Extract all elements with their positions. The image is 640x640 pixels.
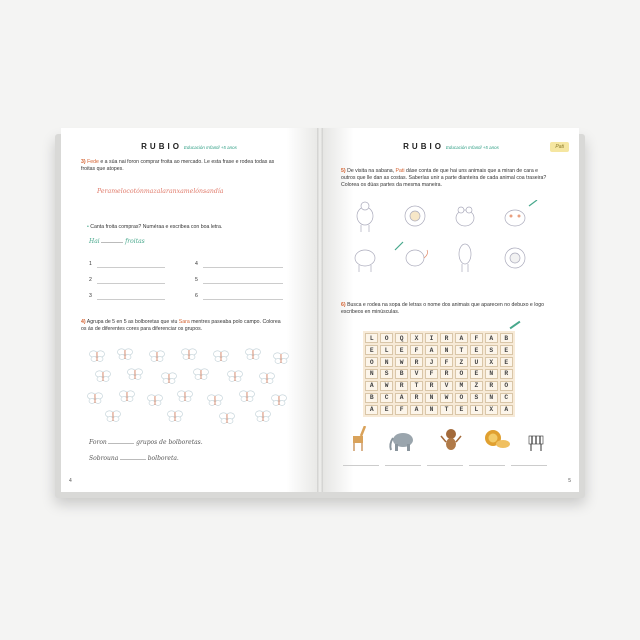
groups-answer: Foron grupos de bolboretas. [89,439,203,446]
word-search-cell: S [485,345,498,355]
word-search-cell: R [440,333,453,343]
answer-line [511,465,547,466]
fruit-question: • Canta froita compras? Numéraa e escribea con boa letra. [87,224,223,230]
word-search-cell: Z [455,357,468,367]
word-search-cell: X [410,333,423,343]
word-search-cell: B [395,369,408,379]
word-search-cell: T [440,405,453,415]
word-search-cell: M [455,381,468,391]
elephant-icon [390,433,413,451]
open-book [55,128,585,498]
page-number-right: 5 [568,478,571,484]
left-page [61,128,317,492]
character-name: Sara [178,319,190,325]
lion-icon [485,430,510,448]
word-search-cell: T [410,381,423,391]
word-search-cell: A [410,405,423,415]
answer-line [385,465,421,466]
word-search-cell: E [500,345,513,355]
number-3: 3 [89,293,92,299]
animals-row [343,426,563,456]
word-search-cell: A [500,405,513,415]
animal-front-4 [505,210,525,226]
word-search-cell: F [470,333,483,343]
word-search-cell: B [500,333,513,343]
word-search-cell: C [500,393,513,403]
exercise-3-text [81,159,281,173]
word-search-cell: R [410,357,423,367]
word-search-cell: E [455,405,468,415]
word-search-cell: O [455,369,468,379]
word-search-cell: R [485,381,498,391]
animal-back-3 [459,244,471,272]
word-search-cell: W [395,357,408,367]
animal-back-4 [505,248,525,268]
cursive-sentence: Peramelocotónmazalaranxamelónsandía [97,188,224,195]
word-search-cell: F [440,357,453,367]
brand-title: RUBIO [141,142,182,151]
answer-line [343,465,379,466]
word-search-cell: E [365,345,378,355]
word-search-cell: E [395,345,408,355]
word-search-cell: Q [395,333,408,343]
word-search-cell: L [470,405,483,415]
word-search-cell: W [380,381,393,391]
word-search-cell: A [365,405,378,415]
word-search-cell: N [485,369,498,379]
word-search-cell: U [470,357,483,367]
leftover-answer: Sobrouna bolboreta. [89,455,179,462]
word-search-cell: X [485,357,498,367]
number-4: 4 [195,261,198,267]
word-search-cell: N [425,405,438,415]
word-search-cell: W [440,393,453,403]
word-search-cell: A [455,333,468,343]
zebra-icon [529,436,543,451]
exercise-number: 3) [81,159,86,165]
word-search-cell: N [380,357,393,367]
number-6: 6 [195,293,198,299]
number-5: 5 [195,277,198,283]
word-search-cell: S [380,369,393,379]
word-search-grid [363,331,515,417]
word-search-cell: A [425,345,438,355]
word-search-cell: R [440,369,453,379]
word-search-cell: B [365,393,378,403]
left-header [61,142,317,151]
page-number-left: 4 [69,478,72,484]
answer-line [427,465,463,466]
character-name: Fede [87,159,99,165]
word-search-cell: Z [470,381,483,391]
animal-front-2 [405,206,425,226]
right-header [323,142,579,151]
word-search-cell: N [485,393,498,403]
exercise-4-text: 4) Agrupa de 5 en 5 as bolboretas que viu Sara mentres paseaba polo campo. Colorea os ás de diferentes cores para diferenciar os grupos. [81,319,281,332]
word-search-cell: F [425,369,438,379]
brand-title: RUBIO [403,142,444,151]
word-search-cell: X [485,405,498,415]
butterflies-illustration [85,346,295,426]
word-search-cell: R [410,393,423,403]
word-search-cell: O [500,381,513,391]
word-search-cell: E [470,369,483,379]
word-search-cell: A [395,393,408,403]
character-badge: Pati [550,142,569,152]
character-name: Pati [395,168,405,174]
word-search-cell: A [365,381,378,391]
word-search-cell: L [380,345,393,355]
brand-subtitle: Educación Infantil +5 anos [183,145,237,150]
word-search-cell: O [380,333,393,343]
word-search-cell: F [410,345,423,355]
exercise-instruction: e a súa nai foron comprar froita ao mercado. Le esta frase e rodea todas as froitas que atopes. [81,159,275,172]
word-search-cell: C [380,393,393,403]
animal-front-1 [357,202,373,232]
word-search-cell: E [470,345,483,355]
word-search-cell: E [380,405,393,415]
answer-line [469,465,505,466]
fruit-question-text: Canta froita compras? Numéraa e escribea con boa letra. [90,224,223,230]
word-search-cell: N [440,345,453,355]
answer-template: Hai froitas [89,238,145,245]
word-search-cell: R [425,381,438,391]
exercise-5-text: 5) De visita na sabana, Pati dáse conta de que hai uns animais que a miran de cara e outros que lle dan as costas. Saberías unir a parte dianteira de cada animal coa traseira? Colorea os dúas partes da mesma maneira. [341,168,547,188]
word-search-cell: V [410,369,423,379]
word-search-cell: V [440,381,453,391]
pencil-icon [510,321,521,330]
exercise-6-text: 6) Busca e rodea na sopa de letras o nome dos animais que aparecen no debuxo e logo escribeos en minúsculas. [341,302,545,315]
word-search-cell: J [425,357,438,367]
right-page [323,128,579,492]
word-search-cell: I [425,333,438,343]
word-search-cell: T [455,345,468,355]
word-search-cell: S [470,393,483,403]
word-search-cell: R [500,369,513,379]
number-2: 2 [89,277,92,283]
word-search-cell: N [365,369,378,379]
word-search-cell: A [485,333,498,343]
monkey-icon [441,429,461,450]
number-1: 1 [89,261,92,267]
animal-back-2 [406,250,428,266]
giraffe-icon [353,426,365,451]
word-search-cell: L [365,333,378,343]
word-search-cell: O [365,357,378,367]
brand-subtitle: Educación Infantil +5 anos [445,145,499,150]
word-search-cell: N [425,393,438,403]
word-search-cell: O [455,393,468,403]
animal-front-3 [456,207,474,226]
word-search-cell: E [500,357,513,367]
animal-back-1 [355,250,375,272]
word-search-cell: F [395,405,408,415]
animal-halves-illustration [347,200,547,280]
word-search-cell: R [395,381,408,391]
